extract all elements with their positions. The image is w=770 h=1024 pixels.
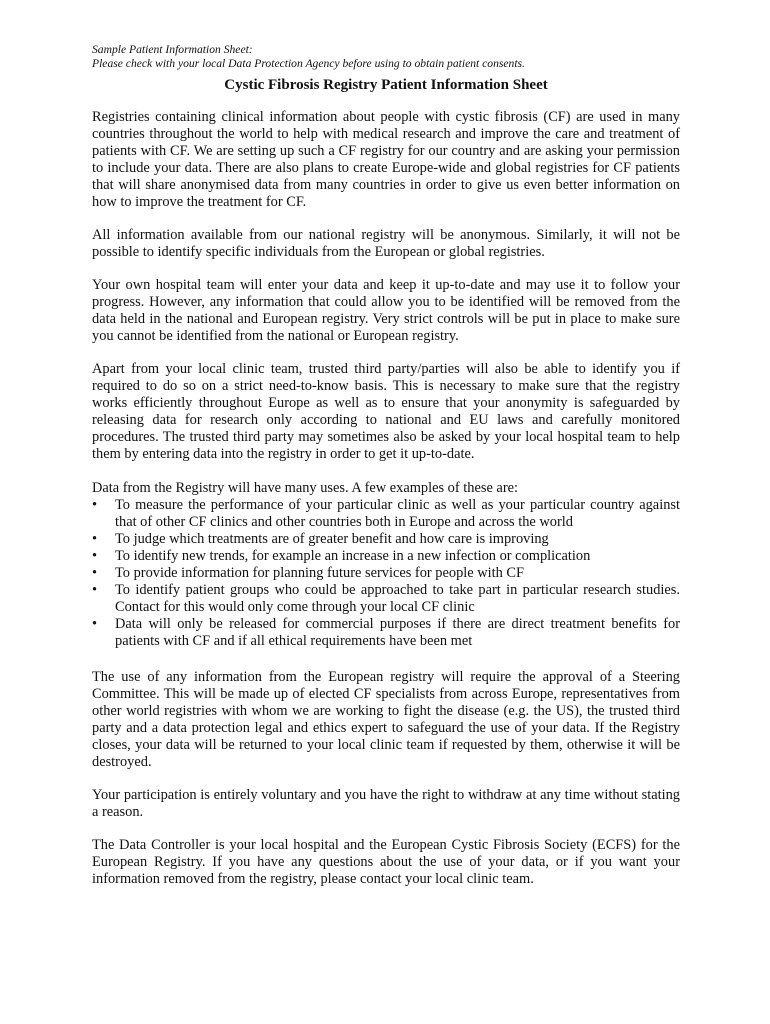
- sample-note-line-2: Please check with your local Data Protection Agency before using to obtain patient consents.: [92, 57, 525, 70]
- page-title: Cystic Fibrosis Registry Patient Information Sheet: [224, 77, 548, 93]
- trusted-third-party-paragraph: Apart from your local clinic team, trusted third party/parties will also be able to identify you if required to do so on a strict need-to-know basis. This is necessary to make sure that the registry works efficiently throughout Europe as well as to ensure that your anonymity is safeguarded by releasing data for research only according to national and EU laws and carefully monitored procedures. The trusted third party may sometimes also be asked by your local hospital team to help them by entering data into the registry in order to get it up-to-date.: [92, 361, 680, 462]
- list-item: [92, 531, 680, 548]
- bullet-icon: •: [92, 616, 98, 632]
- data-controller-paragraph: The Data Controller is your local hospital and the European Cystic Fibrosis Society (ECFS) for the European Registry. If you have any questions about the use of your data, or if you want your information removed from the registry, please contact your local clinic team.: [92, 837, 680, 887]
- bullet-icon: •: [92, 565, 98, 581]
- list-item: [92, 582, 680, 616]
- hospital-team-paragraph: Your own hospital team will enter your data and keep it up-to-date and may use it to follow your progress. However, any information that could allow you to be identified will be removed from the data held in the national and European registry. Very strict controls will be put in place to make sure you cannot be identified from the national or European registry.: [92, 277, 680, 344]
- intro-paragraph: Registries containing clinical information about people with cystic fibrosis (CF) are used in many countries throughout the world to help with medical research and improve the care and treatment of patients with CF. We are setting up such a CF registry for our country and are asking your permission to include your data. There are also plans to create Europe-wide and global registries for CF patients that will share anonymised data from many countries in order to give us even better information on how to improve the treatment for CF.: [92, 109, 680, 210]
- anonymity-paragraph: All information available from our national registry will be anonymous. Similarly, it will not be possible to identify specific individuals from the European or global registries.: [92, 227, 680, 260]
- voluntary-participation-paragraph: Your participation is entirely voluntary and you have the right to withdraw at any time without stating a reason.: [92, 787, 680, 820]
- bullet-icon: •: [92, 497, 98, 513]
- bullet-icon: •: [92, 548, 98, 564]
- list-item: [92, 565, 680, 582]
- list-item: [92, 497, 680, 531]
- list-item-text: Data will only be released for commercial purposes if there are direct treatment benefits for patients with CF and if all ethical requirements have been met: [115, 616, 680, 649]
- list-item: [92, 548, 680, 565]
- list-item: [92, 616, 680, 650]
- list-item-text: To identify new trends, for example an increase in a new infection or complication: [115, 548, 591, 564]
- uses-intro-paragraph: Data from the Registry will have many uses. A few examples of these are:: [92, 480, 518, 496]
- steering-committee-paragraph: The use of any information from the European registry will require the approval of a Steering Committee. This will be made up of elected CF specialists from across Europe, representatives from other world registries with whom we are working to fight the disease (e.g. the US), the trusted third party and a data protection legal and ethics expert to safeguard the use of your data. If the Registry closes, your data will be returned to your local clinic team if requested by them, otherwise it will be destroyed.: [92, 669, 680, 770]
- sample-note-line-1: Sample Patient Information Sheet:: [92, 43, 253, 56]
- list-item-text: To measure the performance of your particular clinic as well as your particular country against that of other CF clinics and other countries both in Europe and across the world: [115, 497, 680, 530]
- list-item-text: To judge which treatments are of greater benefit and how care is improving: [115, 531, 549, 547]
- list-item-text: To identify patient groups who could be approached to take part in particular research studies. Contact for this would only come through your local CF clinic: [115, 582, 680, 615]
- bullet-icon: •: [92, 531, 98, 547]
- bullet-icon: •: [92, 582, 98, 598]
- list-item-text: To provide information for planning future services for people with CF: [115, 565, 525, 581]
- uses-bullet-list: [92, 497, 680, 650]
